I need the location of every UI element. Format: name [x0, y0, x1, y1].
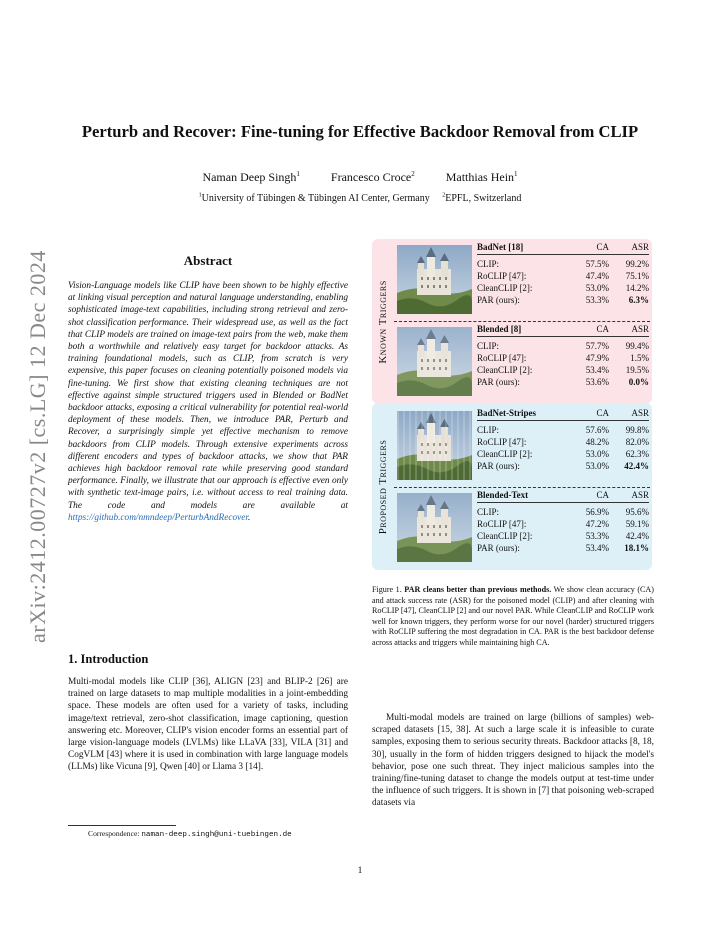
intro-body: Multi-modal models like CLIP [36], ALIGN [23] and BLIP-2 [26] are trained on large datasets to map multiple modalities in a joint-embedding space. These models are often used for a variety of tasks, including image/text retrieval, zero-shot classification, image captioning, question answering etc. Moreover, CLIP's vision encoder forms an essential part of large vision-language models (LVLMs) like LLaVA [33], VILA [31] and CogVLM [43] where it is used in combination with large language models (LLMs) like Vicuna [9], Qwen [40] or Llama 3 [14]. — [68, 677, 348, 773]
castle-image-blended-text — [397, 493, 472, 562]
results-table: BadNet-Stripes CA ASR CLIP: 57.6% 99.8% RoCLIP [47]: 48.2% 82.0% CleanCLIP [2]: 53.0% 62.3% PAR (ours): 53.0% 42.4% — [477, 408, 649, 471]
result-block — [394, 241, 650, 318]
intro-heading: 1. Introduction — [68, 652, 149, 666]
footnote: Correspondence: naman-deep.singh@uni-tuebingen.de — [88, 829, 292, 839]
right-column-body: Multi-modal models are trained on large (billions of samples) web-scraped datasets [15, 38]. At such a large scale it is infeasible to curate samples, exposing them to serious security threats. Backdoor attacks [8, 18, 30], usually in the form of hidden triggers designed to hijack the model's behavior, pose one such threat. They inject malicious samples into the training/fine-tuning dataset to change the models output at test-time under the influence of such triggers. It is shown in [7] that poisoning web-scraped datasets via — [372, 713, 654, 809]
abstract-heading: Abstract — [183, 253, 233, 268]
known-triggers-label: Known Triggers — [377, 279, 389, 364]
proposed-triggers-label: Proposed Triggers — [377, 439, 389, 534]
footnote-rule — [68, 825, 176, 826]
result-block — [394, 489, 650, 566]
results-table: Blended-Text CA ASR CLIP: 56.9% 95.6% RoCLIP [47]: 47.2% 59.1% CleanCLIP [2]: 53.3% 42.4% PAR (ours): 53.4% 18.1% — [477, 490, 649, 553]
affiliation: $^2$EPFL, Switzerland — [442, 193, 522, 205]
castle-image-badnet-stripes — [397, 411, 472, 480]
results-table: Blended [8] CA ASR CLIP: 57.7% 99.4% RoCLIP [47]: 47.9% 1.5% CleanCLIP [2]: 53.4% 19.5% PAR (ours): 53.6% 0.0% — [477, 324, 649, 387]
block-separator — [394, 321, 650, 322]
arxiv-stamp: arXiv:2412.00727v2 [cs.LG] 12 Dec 2024 — [25, 250, 50, 643]
abstract-body: Vision-Language models like CLIP have been shown to be highly effective at linking visual perception and natural language understanding, enabling sophisticated image-text capabilities, including strong retrieval and zero-shot classification performance. Their widespread use, as well as the fact that CLIP models are trained on image-text pairs from the web, make them both a worthwhile and relatively easy target for backdoor attacks. As training foundational models, such as CLIP, from scratch is very expensive, this paper focuses on cleaning potentially poisoned models via fine-tuning. We first show that existing cleaning techniques are not effective against simple structured triggers used in Blended or BadNet backdoor attacks, exposing a critical vulnerability for potential real-world deployment of these models. Then, we introduce PAR, Perturb and Recover, a surprisingly simple yet effective mechanism to remove backdoors from CLIP models. Through extensive experiments across different encoders and types of backdoor attacks, we show that PAR achieves high backdoor removal rate while preserving good standard performance. Finally, we illustrate that our approach is effective even only with synthetic text-image pairs, i.e. without access to real training data. The code and models are available at https://github.com/nmndeep/PerturbAndRecover. — [68, 281, 348, 523]
affiliations — [0, 193, 720, 204]
code-link[interactable]: https://github.com/nmndeep/PerturbAndRecover — [68, 512, 248, 523]
affiliation: $^1$University of Tübingen & Tübingen AI Center, Germany — [198, 193, 430, 205]
author: Naman Deep Singh$^1$ — [202, 170, 300, 184]
result-block — [394, 407, 650, 484]
result-block — [394, 323, 650, 400]
author: Matthias Hein$^1$ — [445, 170, 518, 184]
figure-caption: Figure 1. PAR cleans better than previous methods. We show clean accuracy (CA) and attack success rate (ASR) for the poisoned model (CLIP) and after cleaning with RoCLIP [47], CleanCLIP [2] and our novel PAR. While CleanCLIP and RoCLIP work well for known triggers, they perform worse for our novel (harder) structured triggers with RoCLIP suffering the most degradation in CA. PAR is the best backdoor defense across attacks and triggers while maintaining high CA. — [372, 585, 654, 647]
castle-image-badnet — [397, 245, 472, 314]
block-separator — [394, 487, 650, 488]
castle-image-blended — [397, 327, 472, 396]
author: Francesco Croce$^2$ — [330, 170, 415, 184]
page-number: 1 — [357, 866, 363, 876]
results-table: BadNet [18] CA ASR CLIP: 57.5% 99.2% RoCLIP [47]: 47.4% 75.1% CleanCLIP [2]: 53.0% 14.2% PAR (ours): 53.3% 6.3% — [477, 242, 649, 305]
paper-title: Perturb and Recover: Fine-tuning for Effective Backdoor Removal from CLIP — [81, 122, 639, 141]
email[interactable]: naman-deep.singh@uni-tuebingen.de — [141, 831, 292, 839]
figure-1 — [372, 239, 652, 570]
author-list — [0, 170, 720, 185]
